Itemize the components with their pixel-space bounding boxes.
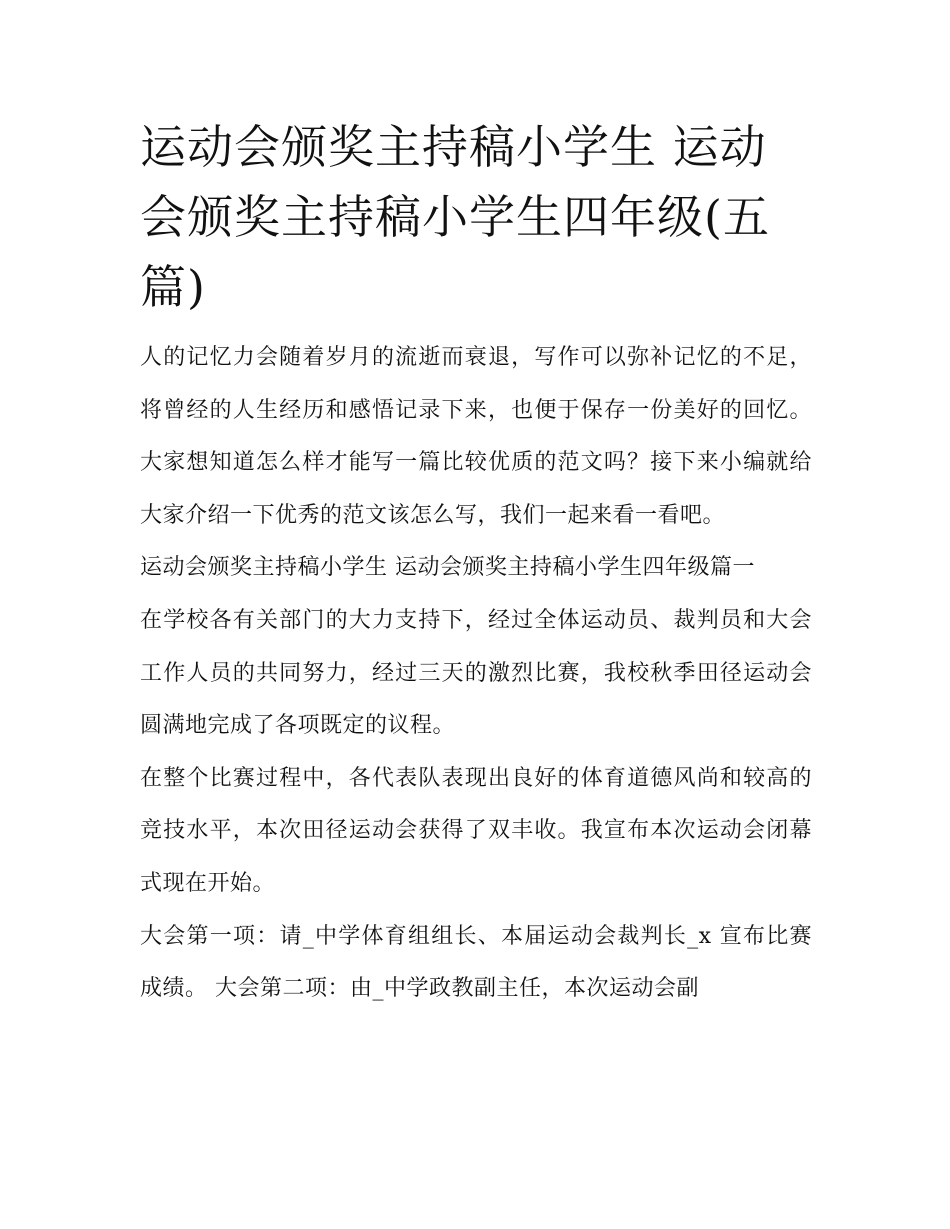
- section-heading: 运动会颁奖主持稿小学生 运动会颁奖主持稿小学生四年级篇一: [140, 555, 755, 581]
- body-paragraph: 在整个比赛过程中，各代表队表现出良好的体育道德风尚和较高的竞技水平，本次田径运动会获得了双丰收。我宣布本次运动会闭幕式现在开始。: [140, 765, 812, 896]
- body-paragraph: 在学校各有关部门的大力支持下，经过全体运动员、裁判员和大会工作人员的共同努力，经过三天的激烈比赛，我校秋季田径运动会圆满地完成了各项既定的议程。: [140, 607, 812, 739]
- intro-paragraph: 人的记忆力会随着岁月的流逝而衰退，写作可以弥补记忆的不足，将曾经的人生经历和感悟记录下来，也便于保存一份美好的回忆。大家想知道怎么样才能写一篇比较优质的范文吗？接下来小编就给大家介绍一下优秀的范文该怎么写，我们一起来看一看吧。: [140, 345, 812, 528]
- body-paragraph: 大会第一项：请_中学体育组组长、本届运动会裁判长_x 宣布比赛成绩。 大会第二项：由_中学政教副主任，本次运动会副: [140, 923, 812, 1002]
- document-body: [140, 112, 812, 1016]
- document-title: 运动会颁奖主持稿小学生 运动会颁奖主持稿小学生四年级(五篇): [140, 120, 770, 314]
